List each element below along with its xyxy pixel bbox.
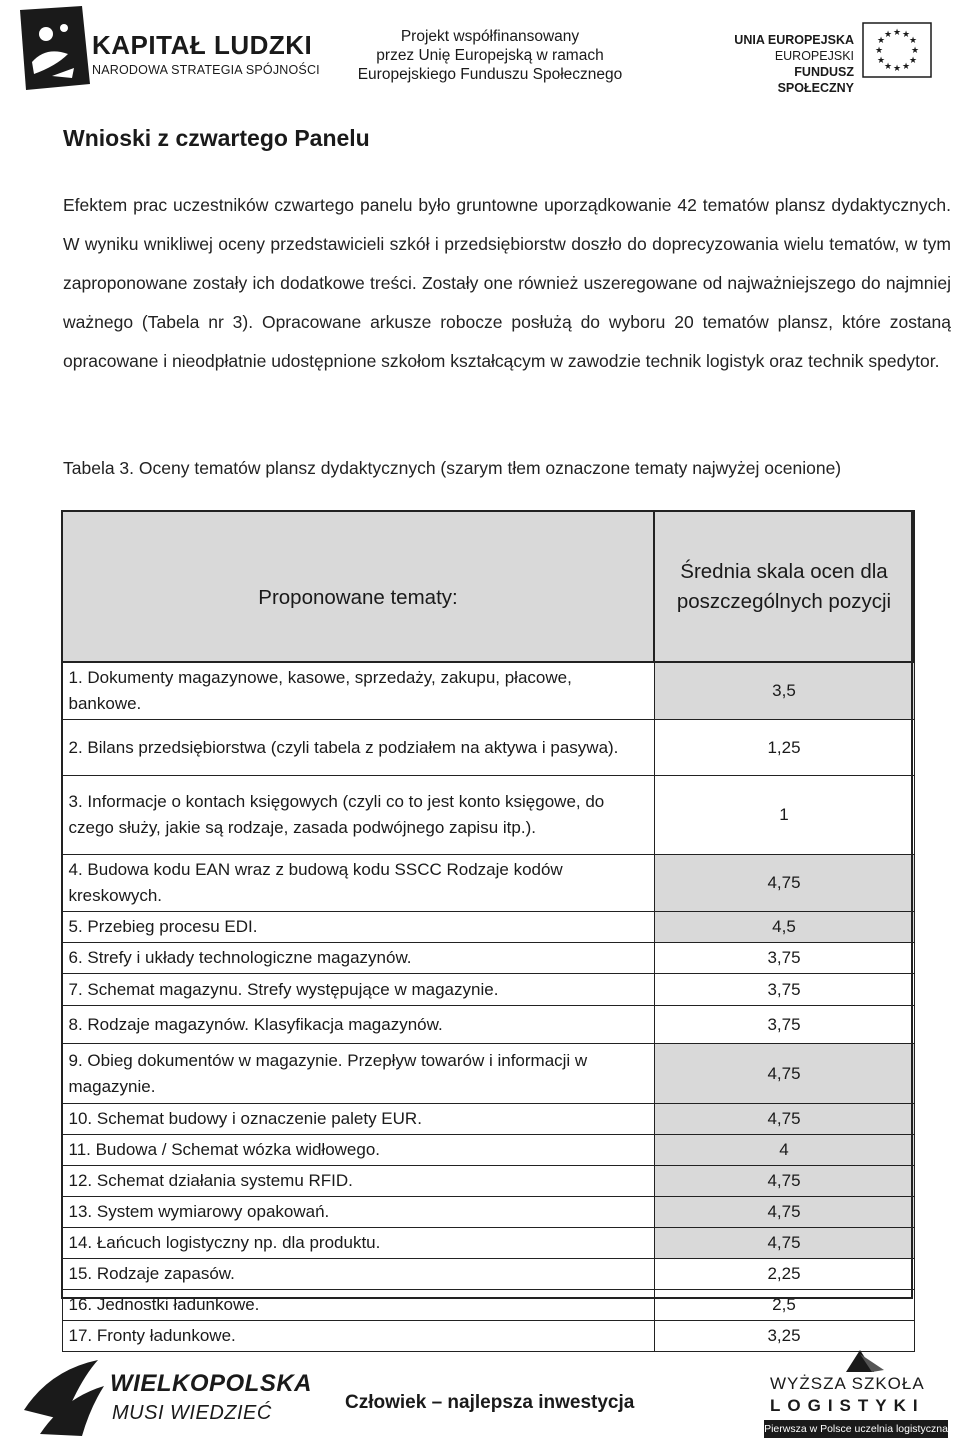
row-topic: 1. Dokumenty magazynowe, kasowe, sprzedaży, zakupu, płacowe, bankowe. <box>62 662 654 720</box>
eu-line-3: FUNDUSZ SPOŁECZNY <box>777 65 854 95</box>
table-row <box>62 1135 914 1166</box>
wsl-name-line-1: WYŻSZA SZKOŁA <box>770 1374 925 1393</box>
row-topic: 3. Informacje o kontach księgowych (czyli co to jest konto księgowe, do czego służy, jakie są rodzaje, zasada podwójnego zapisu itp.). <box>62 776 654 855</box>
wielkopolska-subtitle: MUSI WIEDZIEĆ <box>112 1402 272 1424</box>
cofinance-notice <box>350 27 630 84</box>
table-row <box>62 1006 914 1044</box>
row-topic: 2. Bilans przedsiębiorstwa (czyli tabela z podziałem na aktywa i pasywa). <box>62 720 654 776</box>
header-scale: Średnia skala ocen dla poszczególnych pozycji <box>654 511 914 662</box>
svg-text:★: ★ <box>874 46 884 56</box>
table-row <box>62 1104 914 1135</box>
table-row <box>62 974 914 1006</box>
table-caption: Tabela 3. Oceny tematów plansz dydaktycznych (szarym tłem oznaczone tematy najwyżej ocenione) <box>63 458 842 478</box>
row-score: 3,75 <box>654 943 914 974</box>
kapital-ludzki-subtitle: NARODOWA STRATEGIA SPÓJNOŚCI <box>92 63 320 77</box>
table-row <box>62 943 914 974</box>
row-score: 4,75 <box>654 1197 914 1228</box>
cofinance-line-3: Europejskiego Funduszu Społecznego <box>357 66 623 83</box>
row-topic: 8. Rodzaje magazynów. Klasyfikacja magazynów. <box>62 1006 654 1044</box>
table-row <box>62 1290 914 1321</box>
table-row <box>62 776 914 855</box>
topics-table <box>61 510 915 1352</box>
table-header-row <box>62 511 914 662</box>
row-topic: 6. Strefy i układy technologiczne magazynów. <box>62 943 654 974</box>
table-body <box>62 662 914 1352</box>
row-topic: 13. System wymiarowy opakowań. <box>62 1197 654 1228</box>
eu-line-2: EUROPEJSKI <box>774 49 854 63</box>
svg-text:★: ★ <box>876 36 886 46</box>
row-score: 4,75 <box>654 1044 914 1104</box>
wielkopolska-title: WIELKOPOLSKA <box>110 1370 312 1397</box>
table-row <box>62 1197 914 1228</box>
row-score: 4,75 <box>654 1166 914 1197</box>
table-row <box>62 912 914 943</box>
row-score: 3,75 <box>654 1006 914 1044</box>
eu-flag-icon <box>862 22 932 78</box>
svg-text:★: ★ <box>901 62 911 72</box>
eu-fund-label <box>718 32 854 96</box>
row-score: 3,75 <box>654 974 914 1006</box>
table-row <box>62 1044 914 1104</box>
row-score: 4,75 <box>654 1228 914 1259</box>
page-header <box>0 0 960 100</box>
page-title: Wnioski z czwartego Panelu <box>63 125 370 151</box>
row-score: 1,25 <box>654 720 914 776</box>
row-topic: 14. Łańcuch logistyczny np. dla produktu. <box>62 1228 654 1259</box>
table-row <box>62 1321 914 1352</box>
svg-text:★: ★ <box>876 56 886 66</box>
footer-slogan: Człowiek – najlepsza inwestycja <box>345 1392 635 1413</box>
svg-text:★: ★ <box>908 36 918 46</box>
table-row <box>62 855 914 912</box>
row-topic: 16. Jednostki ładunkowe. <box>62 1290 654 1321</box>
row-score: 2,5 <box>654 1290 914 1321</box>
wsl-tagline-band: Pierwsza w Polsce uczelnia logistyczna <box>764 1420 948 1438</box>
row-score: 4,75 <box>654 1104 914 1135</box>
wsl-name-line-2: LOGISTYKI <box>770 1396 925 1415</box>
eu-line-1: UNIA EUROPEJSKA <box>734 33 854 47</box>
row-score: 2,25 <box>654 1259 914 1290</box>
row-topic: 17. Fronty ładunkowe. <box>62 1321 654 1352</box>
row-score: 1 <box>654 776 914 855</box>
row-topic: 7. Schemat magazynu. Strefy występujące w magazynie. <box>62 974 654 1006</box>
svg-text:★: ★ <box>901 30 911 40</box>
svg-text:★: ★ <box>892 28 902 38</box>
row-topic: 12. Schemat działania systemu RFID. <box>62 1166 654 1197</box>
table-row <box>62 662 914 720</box>
row-score: 4,5 <box>654 912 914 943</box>
table-row <box>62 1259 914 1290</box>
row-score: 4 <box>654 1135 914 1166</box>
row-topic: 10. Schemat budowy i oznaczenie palety EUR. <box>62 1104 654 1135</box>
row-topic: 4. Budowa kodu EAN wraz z budową kodu SSCC Rodzaje kodów kreskowych. <box>62 855 654 912</box>
svg-text:★: ★ <box>883 30 893 40</box>
svg-text:★: ★ <box>892 64 902 74</box>
row-score: 4,75 <box>654 855 914 912</box>
row-topic: 15. Rodzaje zapasów. <box>62 1259 654 1290</box>
table-row <box>62 1228 914 1259</box>
kapital-ludzki-title: KAPITAŁ LUDZKI <box>92 30 313 60</box>
table-row <box>62 720 914 776</box>
row-topic: 11. Budowa / Schemat wózka widłowego. <box>62 1135 654 1166</box>
cofinance-line-2: przez Unię Europejską w ramach <box>376 47 604 64</box>
row-score: 3,25 <box>654 1321 914 1352</box>
svg-text:★: ★ <box>908 56 918 66</box>
row-topic: 5. Przebieg procesu EDI. <box>62 912 654 943</box>
svg-text:★: ★ <box>883 62 893 72</box>
header-topics: Proponowane tematy: <box>62 511 654 662</box>
row-score: 3,5 <box>654 662 914 720</box>
svg-text:★: ★ <box>910 46 920 56</box>
row-topic: 9. Obieg dokumentów w magazynie. Przepływ towarów i informacji w magazynie. <box>62 1044 654 1104</box>
cofinance-line-1: Projekt współfinansowany <box>400 28 580 45</box>
body-paragraph: Efektem prac uczestników czwartego panelu było gruntowne uporządkowanie 42 tematów plansz dydaktycznych. W wyniku wnikliwej oceny przedstawicieli szkół i przedsiębiorstw doszło do doprecyzowania wielu tematów, w tym zaproponowane zostały ich dodatkowe treści. Zostały one również uszeregowane od najważniejszego do najmniej ważnego (Tabela nr 3). Opracowane arkusze robocze posłużą do wyboru 20 tematów plansz, które zostaną opracowane i nieodpłatnie udostępnione szkołom kształcącym w zawodzie technik logistyk oraz technik spedytor. <box>63 195 951 371</box>
table-row <box>62 1166 914 1197</box>
